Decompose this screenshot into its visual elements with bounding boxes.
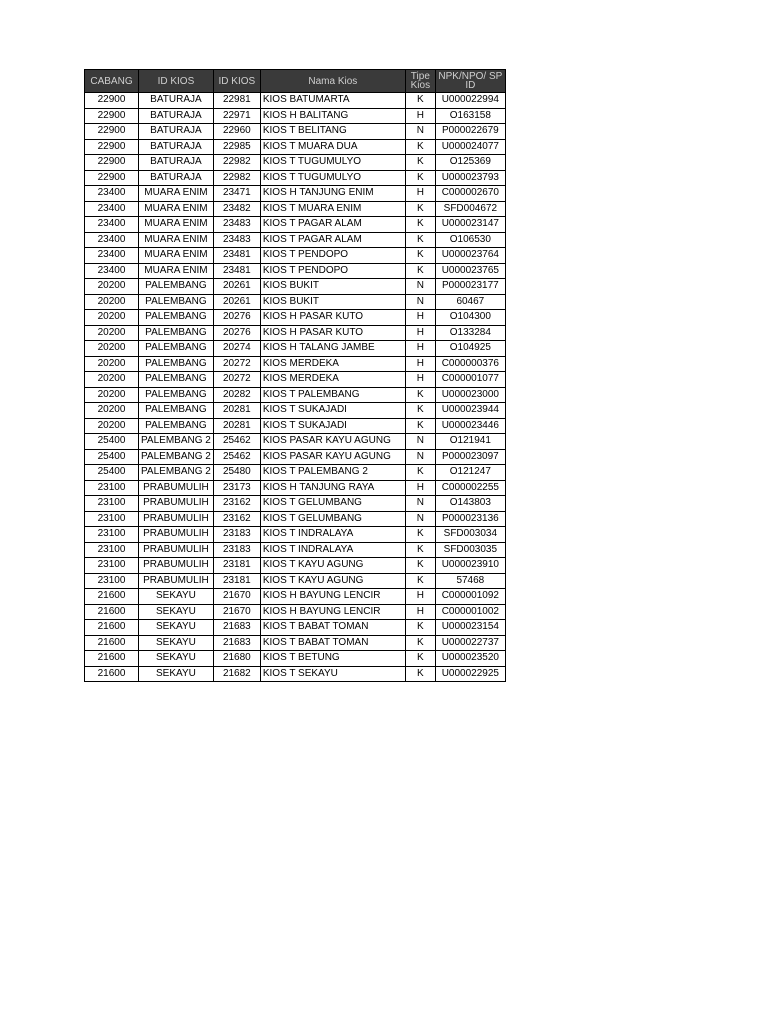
cabang-cell: 23100 bbox=[85, 511, 139, 527]
cabang-cell: 21600 bbox=[85, 589, 139, 605]
nama-kios-cell: KIOS T SUKAJADI bbox=[260, 403, 405, 419]
tipe-kios-cell: K bbox=[405, 651, 435, 667]
id-kios-cell: 21683 bbox=[213, 635, 260, 651]
nama-kios-cell: KIOS H BAYUNG LENCIR bbox=[260, 604, 405, 620]
cabang-name-cell: MUARA ENIM bbox=[139, 201, 214, 217]
cabang-name-cell: BATURAJA bbox=[139, 124, 214, 140]
nama-kios-cell: KIOS H PASAR KUTO bbox=[260, 325, 405, 341]
cabang-name-cell: PALEMBANG bbox=[139, 356, 214, 372]
spreadsheet-page bbox=[84, 69, 506, 682]
id-kios-cell: 20274 bbox=[213, 341, 260, 357]
tipe-kios-cell: N bbox=[405, 511, 435, 527]
table-row bbox=[85, 403, 506, 419]
npk-cell: O104925 bbox=[435, 341, 505, 357]
table-row bbox=[85, 294, 506, 310]
id-kios-cell: 20282 bbox=[213, 387, 260, 403]
tipe-kios-cell: N bbox=[405, 124, 435, 140]
table-row bbox=[85, 620, 506, 636]
nama-kios-cell: KIOS BUKIT bbox=[260, 279, 405, 295]
nama-kios-cell: KIOS T PENDOPO bbox=[260, 263, 405, 279]
tipe-kios-cell: K bbox=[405, 170, 435, 186]
nama-kios-cell: KIOS T BABAT TOMAN bbox=[260, 635, 405, 651]
nama-kios-cell: KIOS T TUGUMULYO bbox=[260, 155, 405, 171]
nama-kios-cell: KIOS H TANJUNG ENIM bbox=[260, 186, 405, 202]
npk-cell: U000022994 bbox=[435, 93, 505, 109]
npk-cell: P000022679 bbox=[435, 124, 505, 140]
table-row bbox=[85, 279, 506, 295]
cabang-cell: 22900 bbox=[85, 124, 139, 140]
table-header bbox=[85, 70, 506, 93]
npk-cell: 60467 bbox=[435, 294, 505, 310]
nama-kios-cell: KIOS MERDEKA bbox=[260, 372, 405, 388]
npk-cell: O163158 bbox=[435, 108, 505, 124]
nama-kios-cell: KIOS H TANJUNG RAYA bbox=[260, 480, 405, 496]
nama-kios-cell: KIOS BATUMARTA bbox=[260, 93, 405, 109]
nama-kios-cell: KIOS T PALEMBANG 2 bbox=[260, 465, 405, 481]
table-row bbox=[85, 248, 506, 264]
npk-cell: C000002670 bbox=[435, 186, 505, 202]
cabang-cell: 21600 bbox=[85, 620, 139, 636]
npk-cell: U000024077 bbox=[435, 139, 505, 155]
npk-cell: O143803 bbox=[435, 496, 505, 512]
tipe-kios-cell: N bbox=[405, 449, 435, 465]
npk-cell: O133284 bbox=[435, 325, 505, 341]
cabang-name-cell: PRABUMULIH bbox=[139, 558, 214, 574]
nama-kios-cell: KIOS T INDRALAYA bbox=[260, 527, 405, 543]
cabang-name-cell: PALEMBANG bbox=[139, 387, 214, 403]
tipe-kios-cell: K bbox=[405, 232, 435, 248]
cabang-name-cell: PALEMBANG bbox=[139, 372, 214, 388]
cabang-cell: 21600 bbox=[85, 666, 139, 682]
npk-cell: U000023944 bbox=[435, 403, 505, 419]
npk-cell: P000023177 bbox=[435, 279, 505, 295]
cabang-name-cell: PALEMBANG bbox=[139, 294, 214, 310]
table-row bbox=[85, 527, 506, 543]
npk-cell: O121941 bbox=[435, 434, 505, 450]
npk-cell: SFD003034 bbox=[435, 527, 505, 543]
npk-cell: C000001077 bbox=[435, 372, 505, 388]
tipe-kios-cell: K bbox=[405, 465, 435, 481]
tipe-kios-cell: N bbox=[405, 279, 435, 295]
tipe-kios-cell: H bbox=[405, 341, 435, 357]
cabang-name-cell: PALEMBANG bbox=[139, 325, 214, 341]
npk-cell: C000001002 bbox=[435, 604, 505, 620]
header-cabang: CABANG bbox=[85, 70, 139, 93]
id-kios-cell: 23173 bbox=[213, 480, 260, 496]
tipe-kios-cell: H bbox=[405, 108, 435, 124]
cabang-cell: 23100 bbox=[85, 558, 139, 574]
id-kios-cell: 23181 bbox=[213, 573, 260, 589]
table-row bbox=[85, 635, 506, 651]
table-row bbox=[85, 108, 506, 124]
cabang-name-cell: PRABUMULIH bbox=[139, 542, 214, 558]
cabang-cell: 25400 bbox=[85, 449, 139, 465]
tipe-kios-cell: H bbox=[405, 372, 435, 388]
id-kios-cell: 22960 bbox=[213, 124, 260, 140]
id-kios-cell: 21682 bbox=[213, 666, 260, 682]
id-kios-cell: 22981 bbox=[213, 93, 260, 109]
id-kios-cell: 20276 bbox=[213, 325, 260, 341]
cabang-name-cell: SEKAYU bbox=[139, 635, 214, 651]
cabang-cell: 23100 bbox=[85, 573, 139, 589]
table-row bbox=[85, 217, 506, 233]
nama-kios-cell: KIOS MERDEKA bbox=[260, 356, 405, 372]
nama-kios-cell: KIOS T PALEMBANG bbox=[260, 387, 405, 403]
nama-kios-cell: KIOS BUKIT bbox=[260, 294, 405, 310]
nama-kios-cell: KIOS T SEKAYU bbox=[260, 666, 405, 682]
table-row bbox=[85, 232, 506, 248]
tipe-kios-cell: K bbox=[405, 558, 435, 574]
id-kios-cell: 23482 bbox=[213, 201, 260, 217]
table-row bbox=[85, 511, 506, 527]
id-kios-cell: 20261 bbox=[213, 279, 260, 295]
table-row bbox=[85, 201, 506, 217]
table-row bbox=[85, 651, 506, 667]
tipe-kios-cell: K bbox=[405, 620, 435, 636]
cabang-name-cell: BATURAJA bbox=[139, 139, 214, 155]
id-kios-cell: 20272 bbox=[213, 372, 260, 388]
tipe-kios-cell: K bbox=[405, 573, 435, 589]
cabang-name-cell: MUARA ENIM bbox=[139, 186, 214, 202]
cabang-cell: 21600 bbox=[85, 651, 139, 667]
tipe-kios-cell: K bbox=[405, 201, 435, 217]
cabang-cell: 21600 bbox=[85, 604, 139, 620]
id-kios-cell: 23483 bbox=[213, 217, 260, 233]
cabang-cell: 23400 bbox=[85, 201, 139, 217]
tipe-kios-cell: K bbox=[405, 93, 435, 109]
id-kios-cell: 21683 bbox=[213, 620, 260, 636]
nama-kios-cell: KIOS PASAR KAYU AGUNG bbox=[260, 449, 405, 465]
cabang-name-cell: PALEMBANG bbox=[139, 403, 214, 419]
table-row bbox=[85, 310, 506, 326]
npk-cell: C000002255 bbox=[435, 480, 505, 496]
cabang-cell: 20200 bbox=[85, 279, 139, 295]
cabang-name-cell: BATURAJA bbox=[139, 93, 214, 109]
id-kios-cell: 21680 bbox=[213, 651, 260, 667]
cabang-cell: 20200 bbox=[85, 341, 139, 357]
table-row bbox=[85, 558, 506, 574]
nama-kios-cell: KIOS T BETUNG bbox=[260, 651, 405, 667]
id-kios-cell: 23481 bbox=[213, 263, 260, 279]
cabang-name-cell: MUARA ENIM bbox=[139, 232, 214, 248]
nama-kios-cell: KIOS T TUGUMULYO bbox=[260, 170, 405, 186]
table-row bbox=[85, 186, 506, 202]
cabang-cell: 23100 bbox=[85, 527, 139, 543]
nama-kios-cell: KIOS T KAYU AGUNG bbox=[260, 558, 405, 574]
id-kios-cell: 20276 bbox=[213, 310, 260, 326]
table-row bbox=[85, 325, 506, 341]
nama-kios-cell: KIOS H BAYUNG LENCIR bbox=[260, 589, 405, 605]
nama-kios-cell: KIOS T PENDOPO bbox=[260, 248, 405, 264]
cabang-cell: 23400 bbox=[85, 232, 139, 248]
cabang-cell: 20200 bbox=[85, 310, 139, 326]
tipe-kios-cell: K bbox=[405, 263, 435, 279]
cabang-cell: 22900 bbox=[85, 93, 139, 109]
cabang-name-cell: MUARA ENIM bbox=[139, 217, 214, 233]
cabang-name-cell: SEKAYU bbox=[139, 620, 214, 636]
nama-kios-cell: KIOS T BELITANG bbox=[260, 124, 405, 140]
cabang-name-cell: PALEMBANG bbox=[139, 418, 214, 434]
cabang-cell: 20200 bbox=[85, 387, 139, 403]
tipe-kios-cell: K bbox=[405, 635, 435, 651]
nama-kios-cell: KIOS T BABAT TOMAN bbox=[260, 620, 405, 636]
id-kios-cell: 20281 bbox=[213, 418, 260, 434]
npk-cell: U000022737 bbox=[435, 635, 505, 651]
id-kios-cell: 21670 bbox=[213, 604, 260, 620]
table-row bbox=[85, 465, 506, 481]
cabang-cell: 20200 bbox=[85, 403, 139, 419]
tipe-kios-cell: H bbox=[405, 589, 435, 605]
cabang-name-cell: BATURAJA bbox=[139, 170, 214, 186]
tipe-kios-cell: H bbox=[405, 480, 435, 496]
id-kios-cell: 23162 bbox=[213, 511, 260, 527]
tipe-kios-cell: K bbox=[405, 542, 435, 558]
table-row bbox=[85, 372, 506, 388]
tipe-kios-cell: H bbox=[405, 186, 435, 202]
id-kios-cell: 22971 bbox=[213, 108, 260, 124]
id-kios-cell: 20281 bbox=[213, 403, 260, 419]
npk-cell: U000023147 bbox=[435, 217, 505, 233]
table-row bbox=[85, 573, 506, 589]
tipe-kios-cell: H bbox=[405, 325, 435, 341]
tipe-kios-cell: N bbox=[405, 434, 435, 450]
npk-cell: U000023765 bbox=[435, 263, 505, 279]
table-row bbox=[85, 170, 506, 186]
cabang-cell: 23400 bbox=[85, 186, 139, 202]
cabang-name-cell: PRABUMULIH bbox=[139, 496, 214, 512]
npk-cell: O121247 bbox=[435, 465, 505, 481]
id-kios-cell: 23162 bbox=[213, 496, 260, 512]
table-row bbox=[85, 155, 506, 171]
nama-kios-cell: KIOS T SUKAJADI bbox=[260, 418, 405, 434]
tipe-kios-cell: K bbox=[405, 139, 435, 155]
tipe-kios-cell: K bbox=[405, 217, 435, 233]
id-kios-cell: 23481 bbox=[213, 248, 260, 264]
tipe-kios-cell: N bbox=[405, 294, 435, 310]
npk-cell: O125369 bbox=[435, 155, 505, 171]
cabang-name-cell: PRABUMULIH bbox=[139, 573, 214, 589]
cabang-cell: 23400 bbox=[85, 217, 139, 233]
table-row bbox=[85, 93, 506, 109]
table-row bbox=[85, 604, 506, 620]
npk-cell: U000023000 bbox=[435, 387, 505, 403]
tipe-kios-cell: K bbox=[405, 403, 435, 419]
nama-kios-cell: KIOS T MUARA DUA bbox=[260, 139, 405, 155]
cabang-name-cell: PALEMBANG bbox=[139, 341, 214, 357]
table-row bbox=[85, 449, 506, 465]
cabang-cell: 22900 bbox=[85, 155, 139, 171]
cabang-cell: 23100 bbox=[85, 480, 139, 496]
nama-kios-cell: KIOS PASAR KAYU AGUNG bbox=[260, 434, 405, 450]
npk-cell: 57468 bbox=[435, 573, 505, 589]
id-kios-cell: 23181 bbox=[213, 558, 260, 574]
npk-cell: O104300 bbox=[435, 310, 505, 326]
kios-table bbox=[84, 69, 506, 682]
cabang-cell: 20200 bbox=[85, 294, 139, 310]
table-row bbox=[85, 480, 506, 496]
header-id-kios: ID KIOS bbox=[139, 70, 214, 93]
npk-cell: C000001092 bbox=[435, 589, 505, 605]
cabang-cell: 23400 bbox=[85, 263, 139, 279]
id-kios-cell: 20261 bbox=[213, 294, 260, 310]
id-kios-cell: 23183 bbox=[213, 542, 260, 558]
cabang-cell: 23400 bbox=[85, 248, 139, 264]
npk-cell: U000022925 bbox=[435, 666, 505, 682]
tipe-kios-cell: H bbox=[405, 356, 435, 372]
cabang-cell: 22900 bbox=[85, 108, 139, 124]
cabang-cell: 20200 bbox=[85, 418, 139, 434]
nama-kios-cell: KIOS T GELUMBANG bbox=[260, 511, 405, 527]
tipe-kios-cell: K bbox=[405, 666, 435, 682]
cabang-cell: 23100 bbox=[85, 542, 139, 558]
id-kios-cell: 25462 bbox=[213, 434, 260, 450]
cabang-name-cell: SEKAYU bbox=[139, 651, 214, 667]
cabang-name-cell: SEKAYU bbox=[139, 604, 214, 620]
id-kios-cell: 23471 bbox=[213, 186, 260, 202]
header-tipe-kios: Tipe Kios bbox=[405, 70, 435, 93]
nama-kios-cell: KIOS T PAGAR ALAM bbox=[260, 232, 405, 248]
cabang-cell: 20200 bbox=[85, 325, 139, 341]
tipe-kios-cell: K bbox=[405, 527, 435, 543]
cabang-cell: 22900 bbox=[85, 139, 139, 155]
cabang-name-cell: SEKAYU bbox=[139, 589, 214, 605]
cabang-cell: 20200 bbox=[85, 356, 139, 372]
table-body bbox=[85, 93, 506, 682]
cabang-cell: 25400 bbox=[85, 465, 139, 481]
cabang-name-cell: MUARA ENIM bbox=[139, 263, 214, 279]
table-row bbox=[85, 666, 506, 682]
table-row bbox=[85, 418, 506, 434]
npk-cell: SFD004672 bbox=[435, 201, 505, 217]
nama-kios-cell: KIOS T MUARA ENIM bbox=[260, 201, 405, 217]
nama-kios-cell: KIOS T PAGAR ALAM bbox=[260, 217, 405, 233]
table-row bbox=[85, 341, 506, 357]
npk-cell: U000023446 bbox=[435, 418, 505, 434]
cabang-cell: 21600 bbox=[85, 635, 139, 651]
id-kios-cell: 23483 bbox=[213, 232, 260, 248]
cabang-cell: 25400 bbox=[85, 434, 139, 450]
header-nama-kios: Nama Kios bbox=[260, 70, 405, 93]
table-row bbox=[85, 434, 506, 450]
tipe-kios-cell: N bbox=[405, 496, 435, 512]
npk-cell: U000023910 bbox=[435, 558, 505, 574]
cabang-cell: 22900 bbox=[85, 170, 139, 186]
id-kios-cell: 25462 bbox=[213, 449, 260, 465]
npk-cell: C000000376 bbox=[435, 356, 505, 372]
npk-cell: O106530 bbox=[435, 232, 505, 248]
cabang-name-cell: PALEMBANG 2 bbox=[139, 434, 214, 450]
nama-kios-cell: KIOS H BALITANG bbox=[260, 108, 405, 124]
npk-cell: P000023097 bbox=[435, 449, 505, 465]
id-kios-cell: 21670 bbox=[213, 589, 260, 605]
table-row bbox=[85, 139, 506, 155]
cabang-name-cell: SEKAYU bbox=[139, 666, 214, 682]
tipe-kios-cell: K bbox=[405, 248, 435, 264]
table-row bbox=[85, 387, 506, 403]
npk-cell: U000023793 bbox=[435, 170, 505, 186]
cabang-name-cell: BATURAJA bbox=[139, 155, 214, 171]
header-id-kios-2: ID KIOS bbox=[213, 70, 260, 93]
tipe-kios-cell: K bbox=[405, 155, 435, 171]
table-row bbox=[85, 589, 506, 605]
id-kios-cell: 22985 bbox=[213, 139, 260, 155]
header-npk: NPK/NPO/ SP ID bbox=[435, 70, 505, 93]
nama-kios-cell: KIOS T GELUMBANG bbox=[260, 496, 405, 512]
npk-cell: U000023154 bbox=[435, 620, 505, 636]
id-kios-cell: 22982 bbox=[213, 170, 260, 186]
nama-kios-cell: KIOS H TALANG JAMBE bbox=[260, 341, 405, 357]
nama-kios-cell: KIOS T INDRALAYA bbox=[260, 542, 405, 558]
table-row bbox=[85, 263, 506, 279]
npk-cell: U000023764 bbox=[435, 248, 505, 264]
cabang-name-cell: PRABUMULIH bbox=[139, 511, 214, 527]
table-row bbox=[85, 356, 506, 372]
id-kios-cell: 25480 bbox=[213, 465, 260, 481]
cabang-cell: 20200 bbox=[85, 372, 139, 388]
nama-kios-cell: KIOS H PASAR KUTO bbox=[260, 310, 405, 326]
npk-cell: P000023136 bbox=[435, 511, 505, 527]
npk-cell: U000023520 bbox=[435, 651, 505, 667]
header-row bbox=[85, 70, 506, 93]
table-row bbox=[85, 124, 506, 140]
cabang-name-cell: PALEMBANG bbox=[139, 279, 214, 295]
cabang-cell: 23100 bbox=[85, 496, 139, 512]
id-kios-cell: 20272 bbox=[213, 356, 260, 372]
tipe-kios-cell: H bbox=[405, 310, 435, 326]
cabang-name-cell: MUARA ENIM bbox=[139, 248, 214, 264]
cabang-name-cell: PALEMBANG 2 bbox=[139, 465, 214, 481]
cabang-name-cell: PRABUMULIH bbox=[139, 480, 214, 496]
npk-cell: SFD003035 bbox=[435, 542, 505, 558]
table-row bbox=[85, 496, 506, 512]
id-kios-cell: 23183 bbox=[213, 527, 260, 543]
id-kios-cell: 22982 bbox=[213, 155, 260, 171]
cabang-name-cell: BATURAJA bbox=[139, 108, 214, 124]
tipe-kios-cell: K bbox=[405, 387, 435, 403]
cabang-name-cell: PALEMBANG 2 bbox=[139, 449, 214, 465]
tipe-kios-cell: H bbox=[405, 604, 435, 620]
table-row bbox=[85, 542, 506, 558]
cabang-name-cell: PRABUMULIH bbox=[139, 527, 214, 543]
tipe-kios-cell: K bbox=[405, 418, 435, 434]
cabang-name-cell: PALEMBANG bbox=[139, 310, 214, 326]
nama-kios-cell: KIOS T KAYU AGUNG bbox=[260, 573, 405, 589]
